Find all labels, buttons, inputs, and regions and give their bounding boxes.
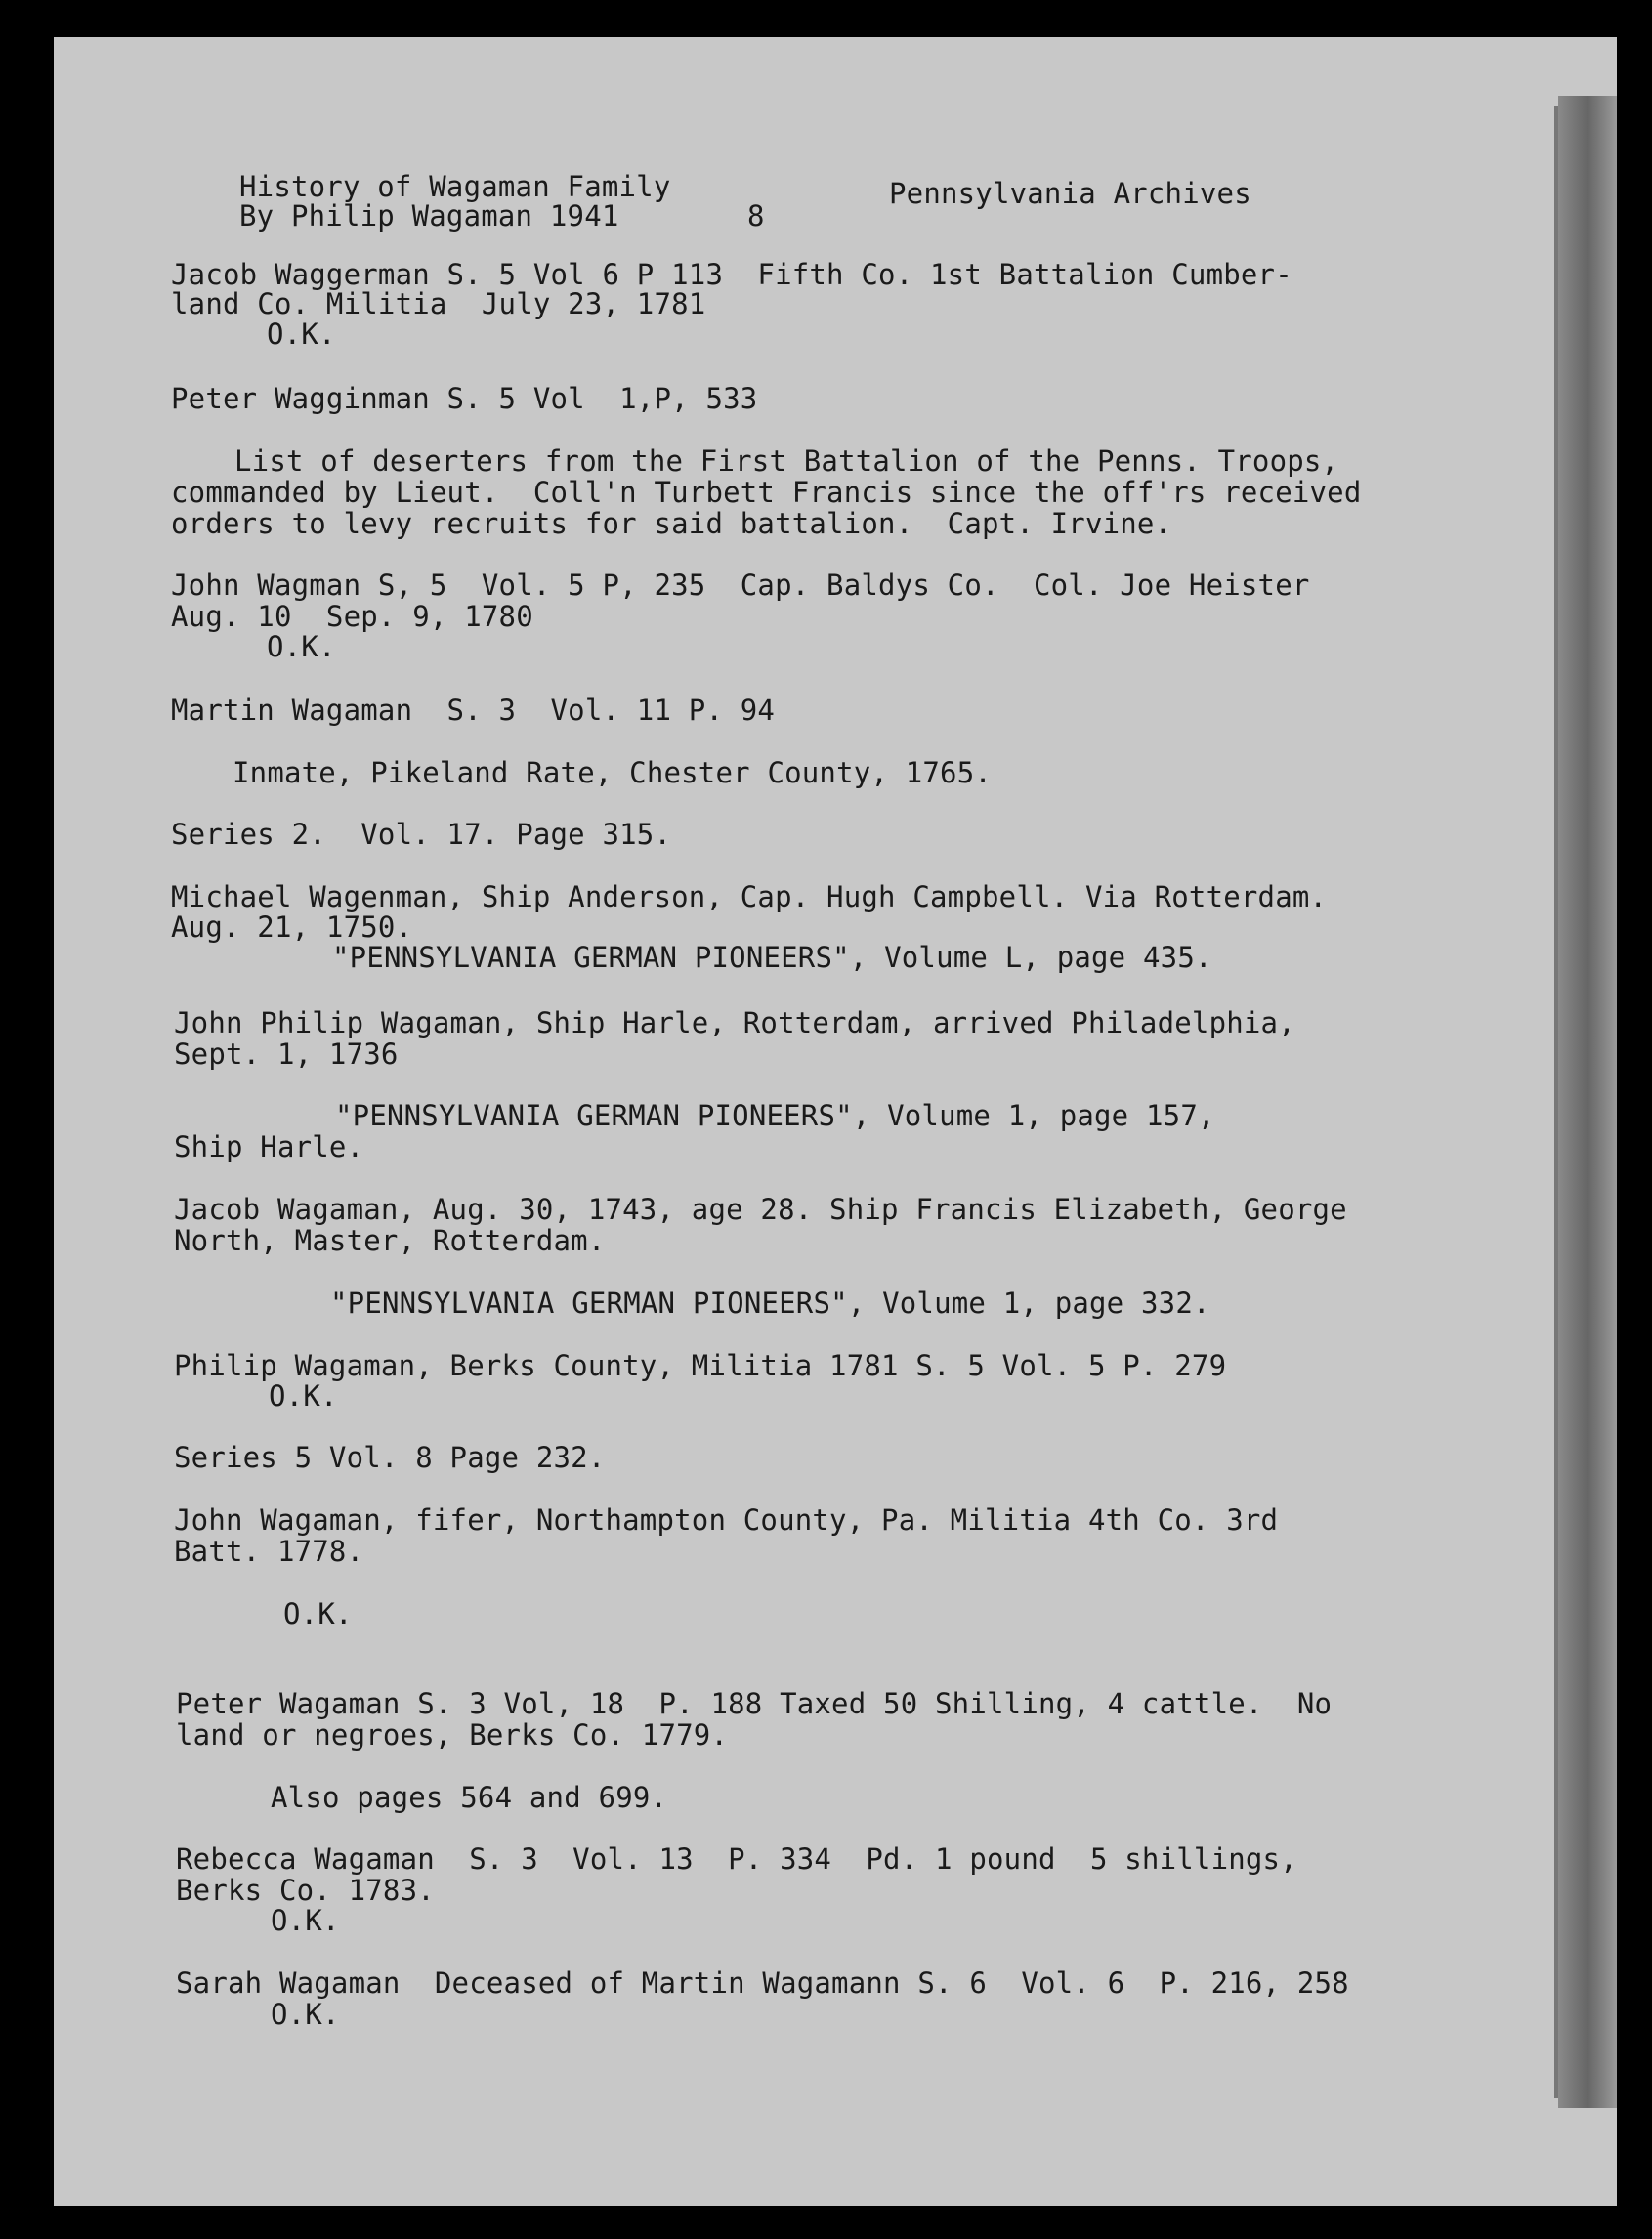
text-line: Philip Wagaman, Berks County, Militia 1781 S. 5 Vol. 5 P. 279: [174, 1349, 1227, 1382]
text-line: Aug. 10 Sep. 9, 1780: [171, 600, 533, 633]
text-line: List of deserters from the First Battalion of the Penns. Troops,: [234, 444, 1339, 478]
text-line: commanded by Lieut. Coll'n Turbett Francis since the off'rs received: [171, 476, 1362, 509]
header-title: History of Wagaman Family: [239, 170, 671, 203]
text-line: O.K.: [269, 1379, 338, 1413]
text-line: O.K.: [267, 317, 336, 351]
header-author: By Philip Wagaman 1941: [239, 199, 619, 232]
page-inner-edge: [1554, 106, 1558, 2098]
text-line: Sarah Wagaman Deceased of Martin Wagamann S. 6 Vol. 6 P. 216, 258: [176, 1966, 1349, 2000]
text-line: "PENNSYLVANIA GERMAN PIONEERS", Volume 1, page 157,: [335, 1099, 1215, 1132]
text-line: Berks Co. 1783.: [176, 1874, 435, 1907]
text-line: Jacob Wagaman, Aug. 30, 1743, age 28. Ship Francis Elizabeth, George: [174, 1193, 1347, 1226]
text-line: Jacob Waggerman S. 5 Vol 6 P 113 Fifth Co. 1st Battalion Cumber-: [171, 258, 1292, 291]
document-page: [54, 37, 1617, 2206]
text-line: North, Master, Rotterdam.: [174, 1224, 606, 1257]
text-line: Also pages 564 and 699.: [271, 1781, 668, 1814]
text-line: O.K.: [271, 1904, 340, 1937]
text-line: Series 2. Vol. 17. Page 315.: [171, 818, 672, 851]
header-source: Pennsylvania Archives: [889, 177, 1251, 210]
text-line: Rebecca Wagaman S. 3 Vol. 13 P. 334 Pd. 1 pound 5 shillings,: [176, 1842, 1297, 1876]
text-line: orders to levy recruits for said battalion. Capt. Irvine.: [171, 507, 1172, 540]
text-line: Sept. 1, 1736: [174, 1037, 399, 1071]
page-edge-shadow: [1558, 96, 1617, 2108]
text-line: Ship Harle.: [174, 1130, 364, 1163]
text-line: "PENNSYLVANIA GERMAN PIONEERS", Volume L, page 435.: [332, 941, 1212, 974]
text-line: land Co. Militia July 23, 1781: [171, 287, 706, 320]
page-number: 8: [747, 199, 765, 232]
text-line: O.K.: [267, 630, 336, 663]
text-line: O.K.: [283, 1597, 353, 1630]
text-line: O.K.: [271, 1998, 340, 2031]
text-line: John Philip Wagaman, Ship Harle, Rotterdam, arrived Philadelphia,: [174, 1006, 1295, 1039]
text-line: John Wagaman, fifer, Northampton County, Pa. Militia 4th Co. 3rd: [174, 1503, 1279, 1537]
text-line: John Wagman S, 5 Vol. 5 P, 235 Cap. Baldys Co. Col. Joe Heister: [171, 569, 1310, 602]
text-line: Batt. 1778.: [174, 1535, 364, 1568]
text-line: Peter Wagginman S. 5 Vol 1,P, 533: [171, 382, 758, 415]
text-line: Michael Wagenman, Ship Anderson, Cap. Hugh Campbell. Via Rotterdam.: [171, 880, 1328, 913]
text-line: Peter Wagaman S. 3 Vol, 18 P. 188 Taxed 50 Shilling, 4 cattle. No: [176, 1687, 1333, 1720]
text-line: land or negroes, Berks Co. 1779.: [176, 1718, 729, 1752]
text-line: Aug. 21, 1750.: [171, 910, 413, 944]
text-line: Inmate, Pikeland Rate, Chester County, 1765.: [233, 756, 993, 789]
text-line: Martin Wagaman S. 3 Vol. 11 P. 94: [171, 694, 776, 727]
text-line: Series 5 Vol. 8 Page 232.: [174, 1441, 606, 1474]
text-line: "PENNSYLVANIA GERMAN PIONEERS", Volume 1, page 332.: [330, 1287, 1210, 1320]
